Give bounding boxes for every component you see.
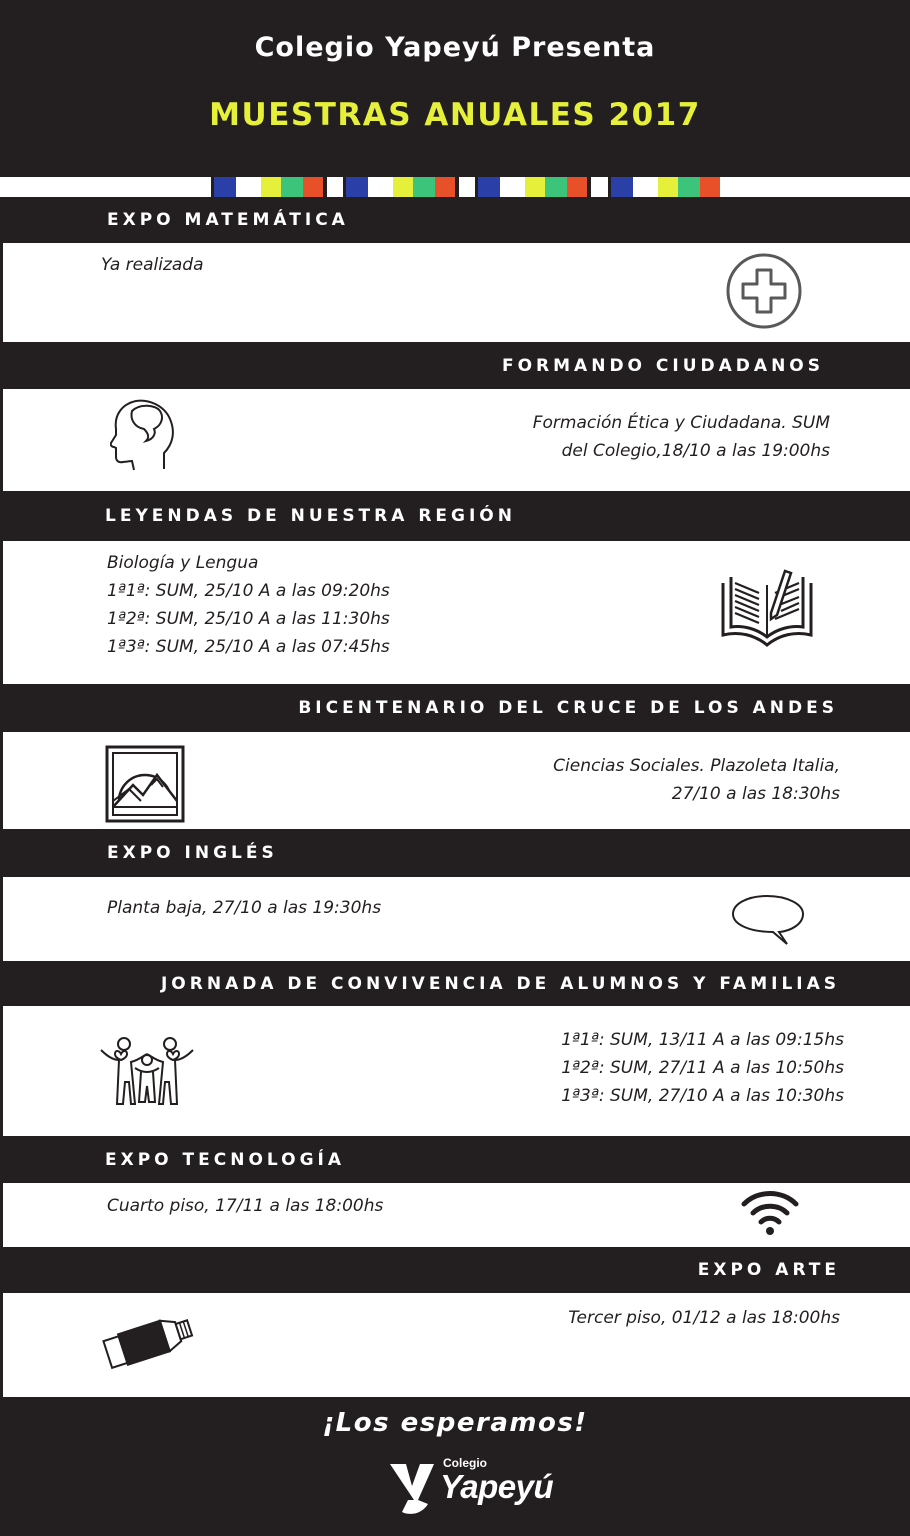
text-line: Ya realizada [101, 255, 204, 275]
section-title-leyendas: LEYENDAS DE NUESTRA REGIÓN [0, 491, 910, 541]
section-panel-expo-ingles [3, 877, 910, 961]
text-line: Cuarto piso, 17/11 a las 18:00hs [107, 1196, 384, 1216]
text-line: 1ª2ª: SUM, 27/11 A a las 10:50hs [561, 1058, 844, 1078]
text-line: 1ª3ª: SUM, 27/10 A a las 10:30hs [561, 1086, 844, 1106]
mountain-frame-icon [105, 745, 185, 823]
stripe-group [211, 177, 327, 197]
text-line: 1ª1ª: SUM, 25/10 A a las 09:20hs [107, 581, 390, 601]
section-title-jornada: JORNADA DE CONVIVENCIA DE ALUMNOS Y FAMILIAS [0, 961, 910, 1006]
section-text [533, 409, 830, 465]
section-panel-expo-arte [3, 1293, 910, 1397]
section-panel-expo-tecnologia [3, 1183, 910, 1247]
section-text [553, 752, 840, 808]
footer-message: ¡Los esperamos! [322, 1408, 588, 1438]
yapeyu-y-icon [388, 1460, 436, 1516]
paint-tube-icon [97, 1307, 201, 1371]
text-line: 1ª3ª: SUM, 25/10 A a las 07:45hs [107, 637, 390, 657]
section-title-expo-tecnologia: EXPO TECNOLOGÍA [0, 1136, 910, 1183]
section-text [101, 251, 204, 279]
section-title-expo-arte: EXPO ARTE [0, 1247, 910, 1293]
plus-circle-icon [724, 252, 806, 330]
text-line: Ciencias Sociales. Plazoleta Italia, [553, 756, 840, 776]
stripe-group [343, 177, 459, 197]
text-line: Formación Ética y Ciudadana. SUM [532, 413, 830, 433]
color-stripe [0, 177, 910, 197]
page-title: Colegio Yapeyú Presenta [254, 32, 656, 63]
section-text [107, 549, 390, 661]
head-thought-icon [110, 397, 176, 473]
section-title-expo-ingles: EXPO INGLÉS [0, 829, 910, 877]
stripe-group [475, 177, 591, 197]
wifi-icon [740, 1188, 800, 1238]
text-line: Planta baja, 27/10 a las 19:30hs [107, 898, 382, 918]
section-panel-formando-ciudadanos [3, 389, 910, 491]
section-panel-leyendas [3, 541, 910, 684]
page-subtitle: MUESTRAS ANUALES 2017 [209, 97, 701, 133]
section-text [107, 1192, 383, 1220]
school-logo [388, 1456, 568, 1520]
section-text [107, 894, 381, 922]
logo-big-text: Yapeyú [440, 1468, 554, 1505]
text-line: 1ª1ª: SUM, 13/11 A a las 09:15hs [561, 1030, 844, 1050]
section-text [561, 1026, 844, 1110]
section-text [568, 1304, 840, 1332]
text-line: del Colegio,18/10 a las 19:00hs [561, 441, 830, 461]
text-line: 27/10 a las 18:30hs [671, 784, 840, 804]
open-book-pen-icon [719, 565, 815, 651]
section-panel-expo-matematica [3, 243, 910, 342]
section-panel-jornada [3, 1006, 910, 1136]
text-line: 1ª2ª: SUM, 25/10 A a las 11:30hs [107, 609, 390, 629]
stripe-group [608, 177, 720, 197]
text-line: Tercer piso, 01/12 a las 18:00hs [568, 1308, 840, 1328]
section-panel-bicentenario [3, 732, 910, 829]
section-title-formando-ciudadanos: FORMANDO CIUDADANOS [0, 342, 910, 389]
section-title-expo-matematica: EXPO MATEMÁTICA [0, 197, 910, 243]
speech-bubble-icon [729, 893, 807, 949]
section-title-bicentenario: BICENTENARIO DEL CRUCE DE LOS ANDES [0, 684, 910, 732]
family-icon [99, 1034, 195, 1108]
logo-small-text: Colegio [443, 1456, 487, 1470]
text-line: Biología y Lengua [107, 553, 259, 573]
